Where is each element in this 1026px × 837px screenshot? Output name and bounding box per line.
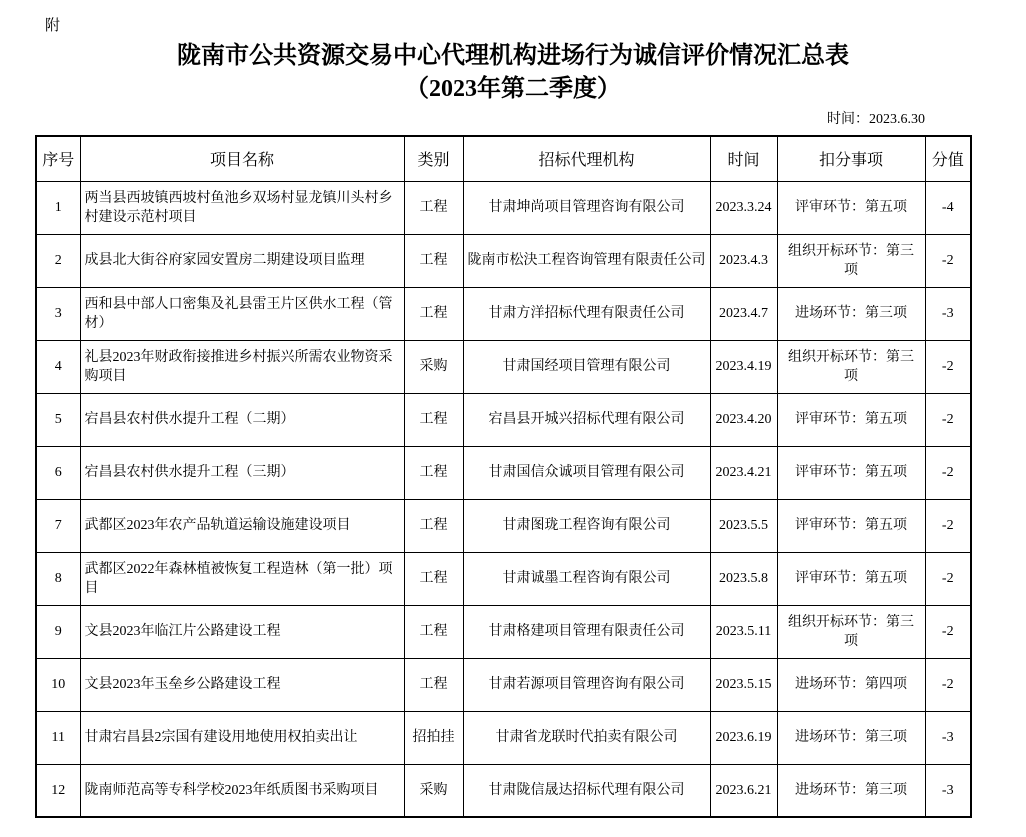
column-header: 分值 [925,136,971,181]
cell-date: 2023.4.21 [710,446,777,499]
cell-deduction: 评审环节：第五项 [777,393,925,446]
cell-seq: 6 [36,446,80,499]
page-title [0,40,1026,106]
table-row [36,181,971,234]
cell-project: 陇南师范高等专科学校2023年纸质图书采购项目 [80,764,404,817]
summary-table [35,135,972,818]
cell-seq: 9 [36,605,80,658]
table-row [36,711,971,764]
attachment-label: 附 [45,18,61,34]
column-header: 项目名称 [80,136,404,181]
cell-score: -2 [925,234,971,287]
cell-date: 2023.4.3 [710,234,777,287]
cell-deduction: 评审环节：第五项 [777,499,925,552]
cell-project: 两当县西坡镇西坡村鱼池乡双场村显龙镇川头村乡村建设示范村项目 [80,181,404,234]
cell-deduction: 进场环节：第三项 [777,287,925,340]
table-row [36,552,971,605]
table-row [36,393,971,446]
cell-category: 工程 [404,605,463,658]
cell-date: 2023.4.20 [710,393,777,446]
cell-deduction: 组织开标环节：第三项 [777,234,925,287]
cell-deduction: 评审环节：第五项 [777,181,925,234]
cell-score: -2 [925,340,971,393]
cell-category: 工程 [404,658,463,711]
cell-deduction: 评审环节：第五项 [777,552,925,605]
cell-project: 成县北大街谷府家园安置房二期建设项目监理 [80,234,404,287]
cell-deduction: 进场环节：第三项 [777,711,925,764]
cell-seq: 1 [36,181,80,234]
cell-score: -2 [925,499,971,552]
cell-score: -4 [925,181,971,234]
cell-project: 武都区2022年森林植被恢复工程造林（第一批）项目 [80,552,404,605]
cell-project: 宕昌县农村供水提升工程（三期） [80,446,404,499]
table-row [36,287,971,340]
table-row [36,605,971,658]
cell-project: 文县2023年玉垒乡公路建设工程 [80,658,404,711]
cell-date: 2023.5.5 [710,499,777,552]
table-row [36,658,971,711]
cell-seq: 4 [36,340,80,393]
cell-score: -3 [925,764,971,817]
cell-project: 文县2023年临江片公路建设工程 [80,605,404,658]
column-header: 招标代理机构 [463,136,710,181]
cell-score: -2 [925,446,971,499]
cell-seq: 2 [36,234,80,287]
cell-project: 礼县2023年财政衔接推进乡村振兴所需农业物资采购项目 [80,340,404,393]
cell-seq: 7 [36,499,80,552]
table-row [36,499,971,552]
cell-seq: 12 [36,764,80,817]
cell-category: 采购 [404,340,463,393]
cell-deduction: 组织开标环节：第三项 [777,605,925,658]
cell-deduction: 评审环节：第五项 [777,446,925,499]
cell-date: 2023.5.15 [710,658,777,711]
cell-date: 2023.5.11 [710,605,777,658]
cell-project: 甘肃宕昌县2宗国有建设用地使用权拍卖出让 [80,711,404,764]
column-header: 扣分事项 [777,136,925,181]
cell-seq: 8 [36,552,80,605]
cell-agency: 甘肃若源项目管理咨询有限公司 [463,658,710,711]
cell-date: 2023.5.8 [710,552,777,605]
cell-deduction: 组织开标环节：第三项 [777,340,925,393]
cell-agency: 甘肃陇信晟达招标代理有限公司 [463,764,710,817]
cell-date: 2023.6.19 [710,711,777,764]
cell-agency: 宕昌县开城兴招标代理有限公司 [463,393,710,446]
cell-project: 武都区2023年农产品轨道运输设施建设项目 [80,499,404,552]
table-header [36,136,971,181]
cell-project: 宕昌县农村供水提升工程（二期） [80,393,404,446]
table-row [36,446,971,499]
cell-category: 工程 [404,181,463,234]
table-row [36,764,971,817]
cell-seq: 3 [36,287,80,340]
cell-category: 工程 [404,552,463,605]
page-title-line1: 陇南市公共资源交易中心代理机构进场行为诚信评价情况汇总表 [177,43,849,69]
cell-category: 工程 [404,446,463,499]
cell-score: -2 [925,552,971,605]
column-header: 序号 [36,136,80,181]
cell-date: 2023.3.24 [710,181,777,234]
table-body [36,181,971,817]
cell-agency: 陇南市松決工程咨询管理有限责任公司 [463,234,710,287]
column-header: 时间 [710,136,777,181]
cell-category: 采购 [404,764,463,817]
cell-agency: 甘肃图珑工程咨询有限公司 [463,499,710,552]
cell-score: -2 [925,605,971,658]
cell-agency: 甘肃国经项目管理有限公司 [463,340,710,393]
cell-date: 2023.4.19 [710,340,777,393]
cell-agency: 甘肃诚墨工程咨询有限公司 [463,552,710,605]
cell-score: -2 [925,393,971,446]
cell-agency: 甘肃格建项目管理有限责任公司 [463,605,710,658]
cell-category: 招拍挂 [404,711,463,764]
header-row [36,136,971,181]
cell-category: 工程 [404,393,463,446]
table-row [36,340,971,393]
cell-score: -3 [925,711,971,764]
cell-agency: 甘肃省龙联时代拍卖有限公司 [463,711,710,764]
cell-date: 2023.6.21 [710,764,777,817]
cell-score: -2 [925,658,971,711]
report-date: 时间：2023.6.30 [827,112,925,127]
cell-agency: 甘肃国信众诚项目管理有限公司 [463,446,710,499]
cell-category: 工程 [404,287,463,340]
cell-score: -3 [925,287,971,340]
cell-date: 2023.4.7 [710,287,777,340]
table-row [36,234,971,287]
cell-category: 工程 [404,234,463,287]
cell-seq: 10 [36,658,80,711]
column-header: 类别 [404,136,463,181]
cell-project: 西和县中部人口密集及礼县雷王片区供水工程（管材） [80,287,404,340]
cell-agency: 甘肃坤尚项目管理咨询有限公司 [463,181,710,234]
cell-deduction: 进场环节：第三项 [777,764,925,817]
cell-category: 工程 [404,499,463,552]
cell-agency: 甘肃方洋招标代理有限责任公司 [463,287,710,340]
page-title-line2: （2023年第二季度） [405,76,621,102]
cell-seq: 11 [36,711,80,764]
cell-deduction: 进场环节：第四项 [777,658,925,711]
cell-seq: 5 [36,393,80,446]
